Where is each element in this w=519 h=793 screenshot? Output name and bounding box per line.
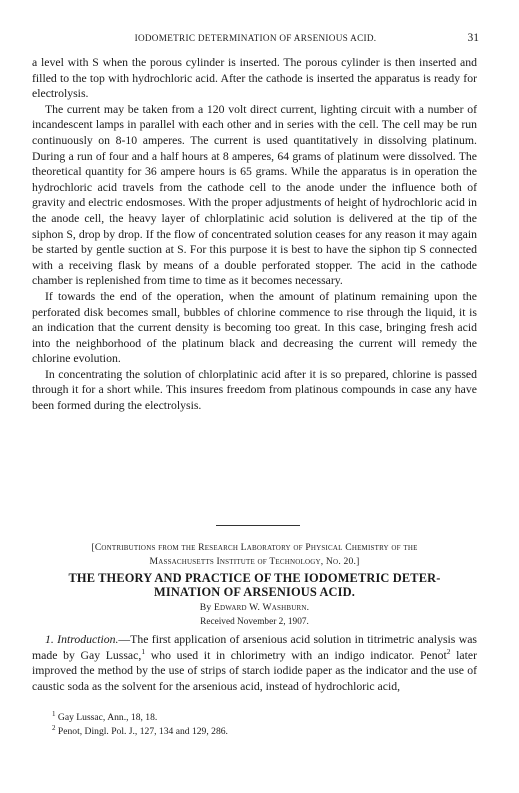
footnote-1: [52, 711, 228, 725]
paragraph-2: The current may be taken from a 120 volt direct current, lighting circuit with a number of incandescent lamps in parallel with each other and in series with the cell. The cell may be run continuously on 8-10 amperes. The current is used quantitatively in dissolving platinum. During a run of four and a half hours at 8 amperes, 64 grams of platinum were dissolved. The theoretical quantity for 36 ampere hours is 65 grams. While the apparatus is in operation the hydrochloric acid travels from the cathode cell to the anode under the influence both of gravity and electric endosmoses. With the proper adjustments of height of hydrochloric acid in the anode cell, the heavy layer of chlorplatinic acid solution is delivered at the tip of the siphon S, drop by drop. If the flow of concentrated solution ceases for any reason it may again be started by gentle suction at S. For this purpose it is best to have the siphon tip S connected with a receiving flask by means of a double perforated stopper. The acid in the cathode chamber is replenished from time to time as it becomes necessary.: [32, 102, 477, 288]
contribution-line-2: Massachusetts Institute of Technology, No. 20.]: [149, 556, 360, 567]
page-number: 31: [467, 32, 479, 44]
section-divider: [216, 525, 300, 526]
introduction-paragraph: [32, 632, 477, 694]
paragraph-3: If towards the end of the operation, when the amount of platinum remaining upon the perforated disk becomes small, bubbles of chlorine commence to rise through the liquid, it is an indication that the current density is becoming too great. In this case, bringing fresh acid into the neighborhood of the platinum black and decreasing the current will remedy the chlorine evolution.: [32, 289, 477, 366]
footnote-mark-2: 2: [52, 723, 56, 732]
byline-prefix: By: [199, 602, 212, 613]
heading-dash: —: [118, 633, 131, 646]
introduction-section: [32, 632, 477, 694]
running-title: IODOMETRIC DETERMINATION OF ARSENIOUS ACID.: [134, 33, 377, 43]
section-heading: Introduction.: [57, 633, 119, 646]
contribution-note: [32, 541, 477, 569]
paragraph-1: a level with S when the porous cylinder is inserted. The porous cylinder is then inserted and filled to the top with hydrochloric acid. After the cathode is inserted the apparatus is ready for electrolysis.: [32, 56, 477, 101]
author-name: Edward W. Washburn.: [213, 602, 310, 613]
footnote-2: [52, 725, 228, 739]
footnote-text-1: Gay Lussac, Ann., 18, 18.: [57, 712, 158, 723]
byline: [32, 602, 477, 613]
body-text: [32, 55, 477, 414]
footnotes: [52, 711, 228, 739]
footnote-text-2: Penot, Dingl. Pol. J., 127, 134 and 129, 286.: [57, 726, 228, 737]
article-title: [32, 571, 477, 600]
received-date: Received November 2, 1907.: [200, 617, 309, 627]
intro-text-a: The first application of arsenious acid solution in titrimetric analysis was made by Gay Lussac,: [32, 633, 477, 662]
article-title-line-2: MINATION OF ARSENIOUS ACID.: [154, 585, 355, 600]
article-title-line-1: THE THEORY AND PRACTICE OF THE IODOMETRIC DETER-: [68, 571, 441, 585]
footnote-ref-2: 2: [446, 646, 451, 656]
running-head: [32, 33, 479, 47]
footnote-mark-1: 1: [52, 709, 56, 718]
footnote-ref-1: 1: [141, 646, 146, 656]
section-number: 1.: [45, 633, 54, 646]
intro-text-b: who used it in chlorimetry with an indigo indicator. Penot: [145, 648, 447, 662]
contribution-line-1: [Contributions from the Research Laboratory of Physical Chemistry of the: [91, 542, 418, 553]
intro-text-c: later improved the method by the use of strips of starch iodide paper as the indicator and the use of caustic soda as the solvent for the arsenious acid, instead of hydrochloric acid,: [32, 648, 477, 693]
paragraph-4: In concentrating the solution of chlorplatinic acid after it is so prepared, chlorine is passed through it for a short while. This insures freedom from platinous compounds in case any have been formed during the electrolysis.: [32, 367, 477, 413]
